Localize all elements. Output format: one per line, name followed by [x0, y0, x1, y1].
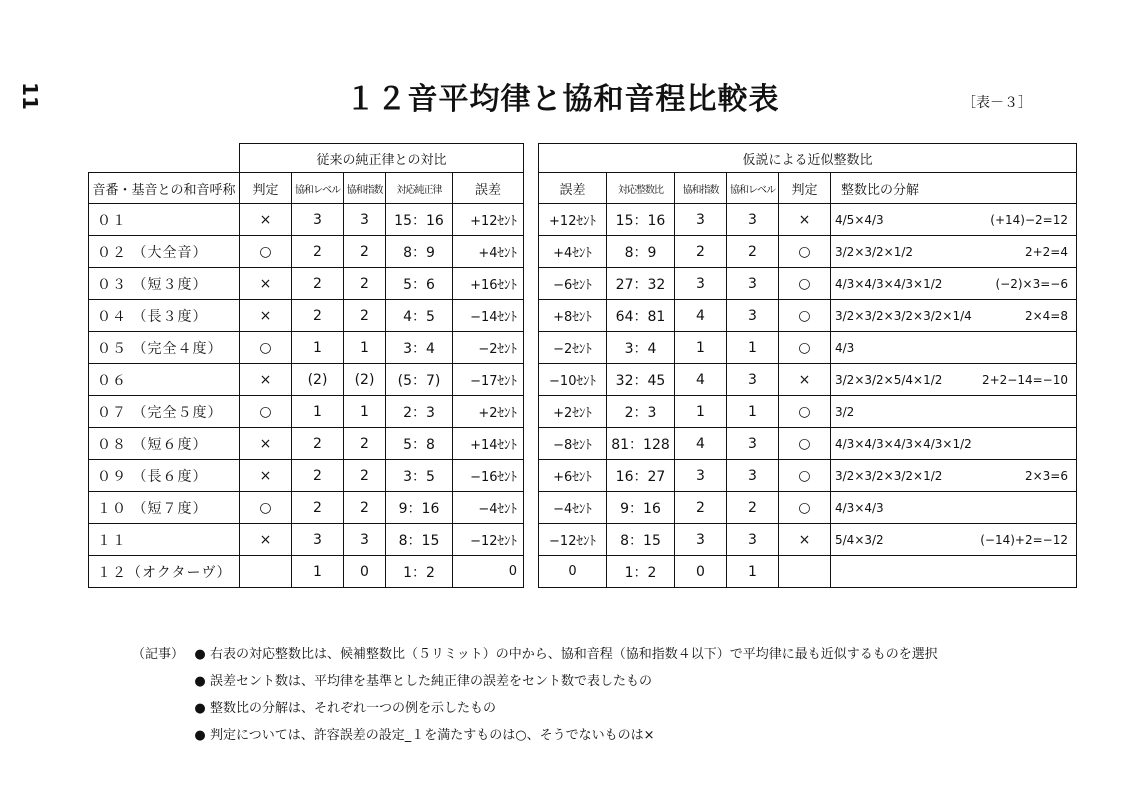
cell-integer-ratio: 15：16	[607, 204, 675, 236]
cell-ratio-decomposition	[831, 556, 1077, 588]
cell-ratio-decomposition	[831, 492, 1077, 524]
decomposition-cents: 2+2=4	[1024, 244, 1068, 259]
cell-consonance-level: 3	[292, 524, 344, 556]
cell-judgement: ○	[240, 236, 292, 268]
cell-consonance-level: (2)	[292, 364, 344, 396]
cell-consonance-level: 3	[727, 460, 779, 492]
cell-judgement: ×	[240, 300, 292, 332]
cell-consonance-level: 3	[727, 428, 779, 460]
cell-interval-name: １２（オクターヴ）	[89, 556, 240, 588]
cell-consonance-index: 3	[675, 524, 727, 556]
decomposition-cents: (−14)+2=−12	[980, 532, 1068, 547]
cell-interval-name: ０７ （完全５度）	[89, 396, 240, 428]
decomposition-expression: 4/3×4/3	[835, 500, 884, 515]
cell-error: 0	[453, 556, 524, 588]
cell-ratio-decomposition	[831, 364, 1077, 396]
cell-interval-name: ０８ （短６度）	[89, 428, 240, 460]
cell-judgement: ×	[240, 204, 292, 236]
cell-integer-ratio: 2：3	[607, 396, 675, 428]
cell-just-ratio: 1：2	[386, 556, 453, 588]
note-text: 右表の対応整数比は、候補整数比（５リミット）の中から、協和音程（協和指数４以下）で平均律に最も近似するものを選択	[210, 647, 938, 662]
cell-judgement: ○	[779, 460, 831, 492]
cell-integer-ratio: 81：128	[607, 428, 675, 460]
table-row	[539, 428, 1077, 460]
cell-error: −16ｾﾝﾄ	[453, 460, 524, 492]
column-header-consonance-index: 協和指数	[344, 173, 386, 204]
cell-consonance-level: 2	[727, 236, 779, 268]
cell-judgement: ×	[779, 524, 831, 556]
column-header-just-ratio: 対応純正律	[386, 173, 453, 204]
bullet-icon: ●	[194, 701, 206, 716]
cell-interval-name: ０１	[89, 204, 240, 236]
cell-just-ratio: (5：7)	[386, 364, 453, 396]
cell-consonance-level: 3	[727, 300, 779, 332]
cell-consonance-index: 2	[675, 236, 727, 268]
cell-just-ratio: 15：16	[386, 204, 453, 236]
cell-judgement	[240, 556, 292, 588]
cell-integer-ratio: 1：2	[607, 556, 675, 588]
cell-just-ratio: 9：16	[386, 492, 453, 524]
cell-consonance-level: 3	[727, 364, 779, 396]
page-number: 11	[17, 82, 42, 110]
table-row	[539, 396, 1077, 428]
note-line	[132, 668, 938, 695]
cell-consonance-level: 3	[727, 204, 779, 236]
left-group-header: 従来の純正律との対比	[240, 144, 524, 173]
cell-consonance-index: 3	[675, 268, 727, 300]
cell-consonance-index: 0	[675, 556, 727, 588]
cell-error: +2ｾﾝﾄ	[539, 396, 607, 428]
table-row	[89, 236, 524, 268]
left-column-header-row	[89, 173, 524, 204]
cell-consonance-level: 2	[727, 492, 779, 524]
cell-consonance-level: 3	[727, 268, 779, 300]
cell-judgement: ×	[240, 364, 292, 396]
cell-judgement: ○	[779, 236, 831, 268]
decomposition-cents: 2×4=8	[1024, 308, 1068, 323]
column-header-consonance-index: 協和指数	[675, 173, 727, 204]
table-row	[89, 524, 524, 556]
cell-ratio-decomposition	[831, 268, 1077, 300]
cell-judgement: ○	[779, 396, 831, 428]
cell-error: −17ｾﾝﾄ	[453, 364, 524, 396]
cell-consonance-index: 1	[675, 332, 727, 364]
cell-consonance-index: 3	[344, 204, 386, 236]
cell-consonance-level: 1	[292, 556, 344, 588]
cell-consonance-index: 3	[344, 524, 386, 556]
table-row	[89, 396, 524, 428]
cell-consonance-index: 1	[344, 396, 386, 428]
left-comparison-table	[88, 143, 524, 588]
cell-consonance-level: 1	[292, 332, 344, 364]
decomposition-expression: 5/4×3/2	[835, 532, 884, 547]
cell-ratio-decomposition	[831, 396, 1077, 428]
cell-error: +16ｾﾝﾄ	[453, 268, 524, 300]
blank-corner	[89, 144, 240, 173]
table-row	[539, 364, 1077, 396]
cell-consonance-index: 1	[675, 396, 727, 428]
column-header-interval-name: 音番・基音との和音呼称	[89, 173, 240, 204]
cell-error: +4ｾﾝﾄ	[453, 236, 524, 268]
cell-just-ratio: 5：8	[386, 428, 453, 460]
cell-consonance-level: 3	[727, 524, 779, 556]
cell-error: +14ｾﾝﾄ	[453, 428, 524, 460]
cell-ratio-decomposition	[831, 524, 1077, 556]
table-label: ［表－３］	[962, 95, 1032, 111]
decomposition-expression: 3/2×3/2×1/2	[835, 244, 914, 259]
cell-integer-ratio: 16：27	[607, 460, 675, 492]
cell-interval-name: ０５ （完全４度）	[89, 332, 240, 364]
cell-consonance-index: 2	[675, 492, 727, 524]
cell-just-ratio: 8：9	[386, 236, 453, 268]
cell-consonance-index: 1	[344, 332, 386, 364]
note-line	[132, 641, 938, 668]
cell-consonance-level: 2	[292, 428, 344, 460]
cell-consonance-index: 4	[675, 364, 727, 396]
cell-integer-ratio: 8：9	[607, 236, 675, 268]
cell-integer-ratio: 3：4	[607, 332, 675, 364]
cell-judgement: ○	[240, 492, 292, 524]
right-group-header-row	[539, 144, 1077, 173]
column-header-ratio-decomposition: 整数比の分解	[831, 173, 1077, 204]
cell-error: +8ｾﾝﾄ	[539, 300, 607, 332]
table-row	[539, 332, 1077, 364]
cell-error: −14ｾﾝﾄ	[453, 300, 524, 332]
bullet-icon: ●	[194, 728, 206, 743]
cell-judgement: ×	[240, 428, 292, 460]
table-row	[89, 204, 524, 236]
cell-error: −12ｾﾝﾄ	[453, 524, 524, 556]
column-header-consonance-level: 協和レベル	[292, 173, 344, 204]
table-row	[89, 556, 524, 588]
column-header-consonance-level: 協和レベル	[727, 173, 779, 204]
cell-consonance-index: (2)	[344, 364, 386, 396]
table-row	[539, 236, 1077, 268]
cell-judgement: ×	[240, 524, 292, 556]
cell-ratio-decomposition	[831, 236, 1077, 268]
cell-interval-name: ０６	[89, 364, 240, 396]
cell-ratio-decomposition	[831, 332, 1077, 364]
cell-just-ratio: 4：5	[386, 300, 453, 332]
cell-judgement: ×	[779, 204, 831, 236]
cell-judgement: ×	[240, 268, 292, 300]
note-text: 整数比の分解は、それぞれ一つの例を示したもの	[210, 701, 497, 716]
column-header-judgement: 判定	[240, 173, 292, 204]
bullet-icon: ●	[194, 674, 206, 689]
cell-consonance-level: 2	[292, 236, 344, 268]
cell-error: +12ｾﾝﾄ	[453, 204, 524, 236]
decomposition-expression: 3/2×3/2×3/2×1/2	[835, 468, 943, 483]
table-row	[89, 364, 524, 396]
note-text: 判定については、許容誤差の設定_１を満たすものは○、そうでないものは×	[210, 728, 655, 743]
decomposition-cents: (−2)×3=−6	[995, 276, 1068, 291]
right-comparison-table	[538, 143, 1077, 588]
cell-consonance-index: 2	[344, 492, 386, 524]
column-header-judgement: 判定	[779, 173, 831, 204]
right-group-header: 仮説による近似整数比	[539, 144, 1077, 173]
decomposition-cents: 2×3=6	[1024, 468, 1068, 483]
cell-judgement: ○	[779, 300, 831, 332]
notes-prefix: （記事）	[132, 647, 185, 662]
decomposition-expression: 4/3×4/3×4/3×4/3×1/2	[835, 436, 972, 451]
decomposition-cents: 2+2−14=−10	[981, 372, 1068, 387]
cell-consonance-index: 4	[675, 428, 727, 460]
page-title: １２音平均律と協和音程比較表	[345, 82, 780, 117]
column-header-error: 誤差	[539, 173, 607, 204]
cell-judgement: ○	[779, 428, 831, 460]
cell-consonance-level: 2	[292, 268, 344, 300]
table-row	[89, 428, 524, 460]
cell-just-ratio: 3：4	[386, 332, 453, 364]
cell-error: −4ｾﾝﾄ	[539, 492, 607, 524]
cell-consonance-index: 2	[344, 300, 386, 332]
cell-ratio-decomposition	[831, 204, 1077, 236]
cell-just-ratio: 8：15	[386, 524, 453, 556]
cell-judgement: ○	[779, 492, 831, 524]
table-row	[89, 268, 524, 300]
cell-judgement: ○	[240, 332, 292, 364]
decomposition-expression: 4/3×4/3×4/3×1/2	[835, 276, 943, 291]
decomposition-expression: 3/2	[835, 404, 855, 419]
cell-integer-ratio: 32：45	[607, 364, 675, 396]
cell-consonance-level: 2	[292, 460, 344, 492]
cell-consonance-level: 1	[727, 332, 779, 364]
cell-error: −2ｾﾝﾄ	[539, 332, 607, 364]
table-row	[89, 492, 524, 524]
cell-interval-name: ０３ （短３度）	[89, 268, 240, 300]
column-header-integer-ratio: 対応整数比	[607, 173, 675, 204]
cell-judgement: ×	[240, 460, 292, 492]
notes	[132, 641, 938, 749]
cell-consonance-index: 2	[344, 268, 386, 300]
note-line	[132, 695, 938, 722]
cell-ratio-decomposition	[831, 428, 1077, 460]
left-group-header-row	[89, 144, 524, 173]
decomposition-expression: 3/2×3/2×5/4×1/2	[835, 372, 943, 387]
cell-integer-ratio: 8：15	[607, 524, 675, 556]
cell-just-ratio: 2：3	[386, 396, 453, 428]
table-row	[539, 268, 1077, 300]
cell-consonance-index: 2	[344, 460, 386, 492]
cell-consonance-level: 3	[292, 204, 344, 236]
cell-integer-ratio: 9：16	[607, 492, 675, 524]
cell-interval-name: １０ （短７度）	[89, 492, 240, 524]
cell-consonance-index: 2	[344, 428, 386, 460]
cell-consonance-level: 2	[292, 300, 344, 332]
cell-consonance-index: 3	[675, 204, 727, 236]
cell-just-ratio: 5：6	[386, 268, 453, 300]
table-row	[539, 300, 1077, 332]
cell-consonance-index: 3	[675, 460, 727, 492]
cell-interval-name: ０４ （長３度）	[89, 300, 240, 332]
cell-error: −2ｾﾝﾄ	[453, 332, 524, 364]
right-column-header-row	[539, 173, 1077, 204]
bullet-icon: ●	[194, 647, 206, 662]
cell-error: +4ｾﾝﾄ	[539, 236, 607, 268]
cell-judgement: ○	[779, 268, 831, 300]
cell-judgement: ×	[779, 364, 831, 396]
table-row	[539, 492, 1077, 524]
table-row	[89, 332, 524, 364]
note-line	[132, 722, 938, 749]
cell-consonance-level: 1	[727, 556, 779, 588]
note-text: 誤差セント数は、平均律を基準とした純正律の誤差をセント数で表したもの	[210, 674, 653, 689]
cell-integer-ratio: 27：32	[607, 268, 675, 300]
cell-error: −8ｾﾝﾄ	[539, 428, 607, 460]
cell-error: +2ｾﾝﾄ	[453, 396, 524, 428]
cell-error: +6ｾﾝﾄ	[539, 460, 607, 492]
cell-interval-name: ０２ （大全音）	[89, 236, 240, 268]
decomposition-expression: 4/3	[835, 340, 855, 355]
cell-consonance-index: 2	[344, 236, 386, 268]
cell-error: +12ｾﾝﾄ	[539, 204, 607, 236]
cell-interval-name: １１	[89, 524, 240, 556]
cell-consonance-index: 4	[675, 300, 727, 332]
decomposition-expression: 4/5×4/3	[835, 212, 884, 227]
cell-consonance-level: 1	[727, 396, 779, 428]
cell-error: −4ｾﾝﾄ	[453, 492, 524, 524]
cell-integer-ratio: 64：81	[607, 300, 675, 332]
cell-error: −6ｾﾝﾄ	[539, 268, 607, 300]
cell-error: 0	[539, 556, 607, 588]
cell-judgement: ○	[779, 332, 831, 364]
table-row	[539, 460, 1077, 492]
cell-just-ratio: 3：5	[386, 460, 453, 492]
cell-consonance-level: 1	[292, 396, 344, 428]
table-row	[89, 300, 524, 332]
decomposition-expression: 3/2×3/2×3/2×3/2×1/4	[835, 308, 972, 323]
cell-consonance-level: 2	[292, 492, 344, 524]
cell-error: −12ｾﾝﾄ	[539, 524, 607, 556]
table-row	[89, 460, 524, 492]
cell-error: −10ｾﾝﾄ	[539, 364, 607, 396]
cell-ratio-decomposition	[831, 460, 1077, 492]
cell-interval-name: ０９ （長６度）	[89, 460, 240, 492]
cell-judgement: ○	[240, 396, 292, 428]
decomposition-cents: (+14)−2=12	[990, 212, 1068, 227]
column-header-error: 誤差	[453, 173, 524, 204]
table-row	[539, 556, 1077, 588]
table-row	[539, 524, 1077, 556]
cell-consonance-index: 0	[344, 556, 386, 588]
table-row	[539, 204, 1077, 236]
cell-ratio-decomposition	[831, 300, 1077, 332]
cell-judgement	[779, 556, 831, 588]
